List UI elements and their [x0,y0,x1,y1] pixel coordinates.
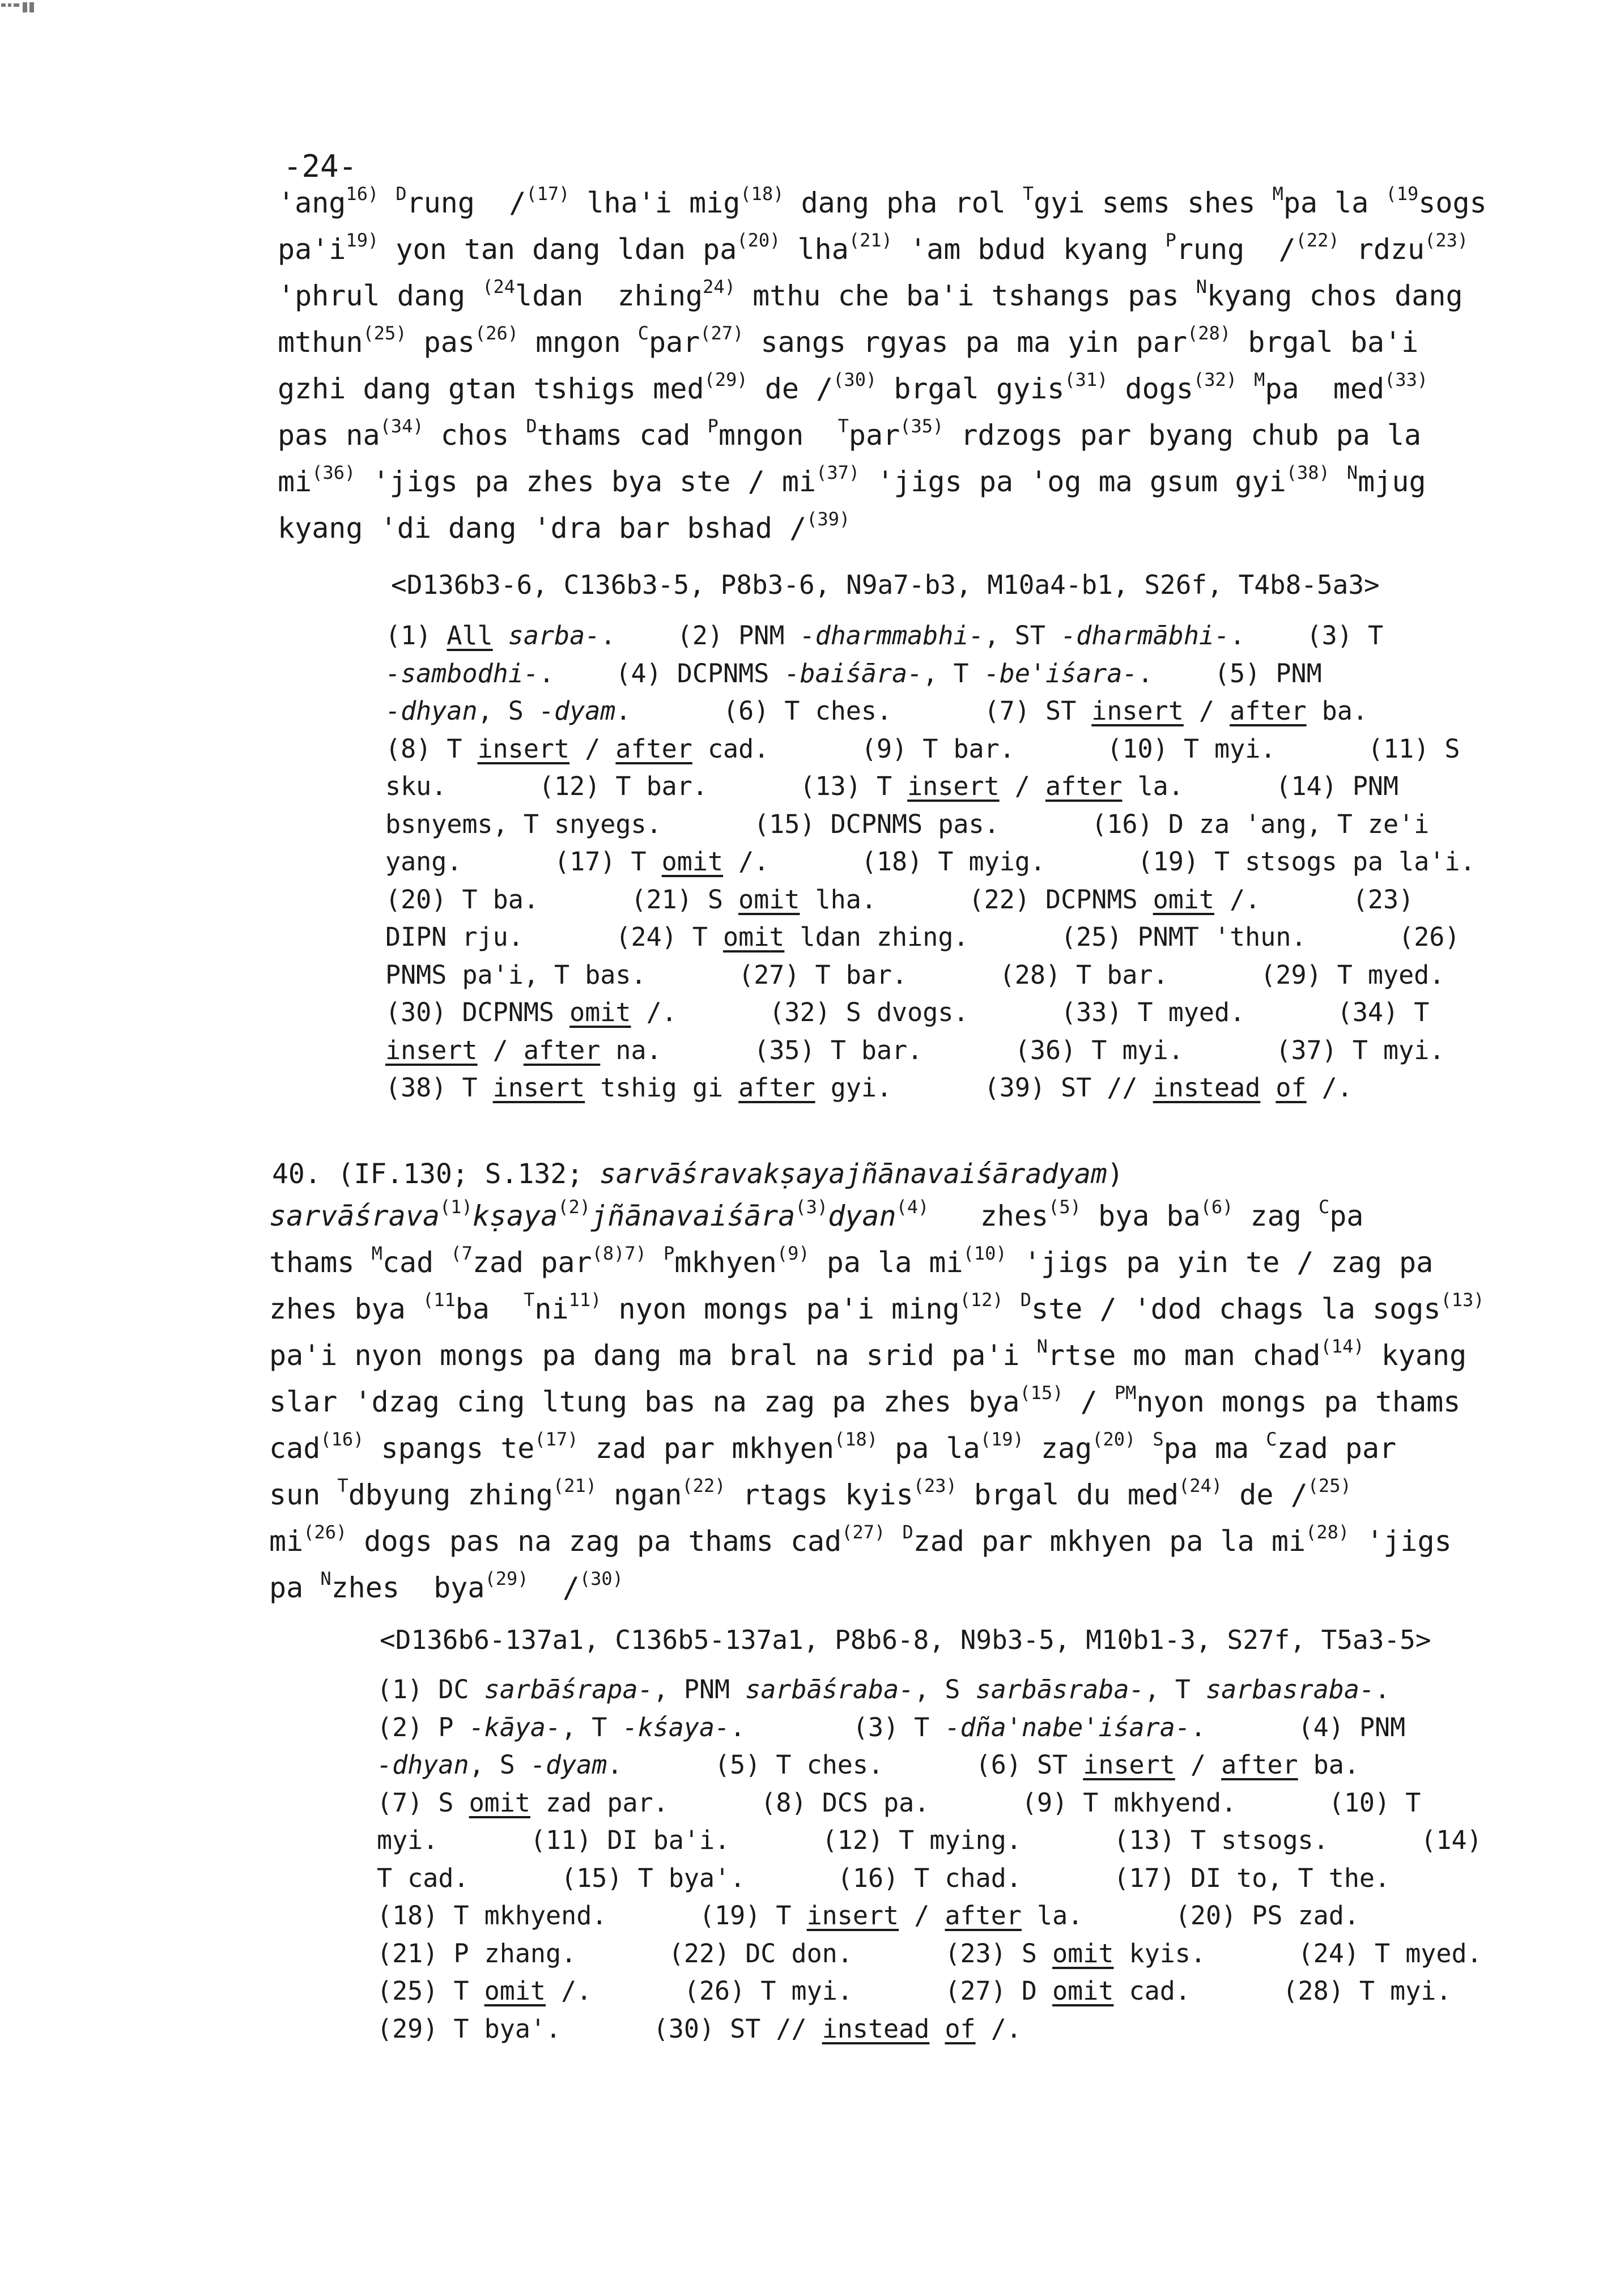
note-line: (21) P zhang. (22) DC don. (23) S omit kyis. (24) T myed. [377,1938,1482,1968]
note-line: T cad. (15) T bya'. (16) T chad. (17) DI to, T the. [377,1863,1391,1893]
note-line: (2) P -kāya-, T -kśaya-. (3) T -dña'nabe'iśara-. (4) PNM [377,1712,1406,1742]
body-line: pa $^N$zhes bya$^{(29)}$ /$^{(30)}$ [269,1568,623,1604]
note-line: DIPN rju. (24) T omit ldan zhing. (25) PNMT 'thun. (26) [385,922,1460,952]
body-line: $mi^{(36)}$ 'jigs pa zhes bya ste / $mi^{(37)}$ 'jigs pa 'og ma gsum gyi$^{(38)}$ $^N$mjug [278,462,1426,498]
body-line: 'phrul dang $^{(24}$ldan zhing$^{24)}$ mthu che ba'i tshangs pas $^N$kyang chos dang [278,276,1463,312]
note-line: (38) T insert tshig gi after gyi. (39) ST // instead of /. [385,1073,1353,1103]
note-line: (20) T ba. (21) S omit lha. (22) DCPNMS omit /. (23) [385,884,1414,915]
note-line: -dhyan, S -dyam. (6) T ches. (7) ST insert / after ba. [385,696,1368,726]
note-line: bsnyems, T snyegs. (15) DCPNMS pas. (16) D za 'ang, T ze'i [385,809,1430,839]
body-line: $mi^{(26)}$ dogs pas na zag pa thams cad$^{(27)}$ $^D$zad par mkhyen pa la $mi^{(28)}$ 'jigs [269,1521,1452,1558]
source-reference: <D136b3-6, C136b3-5, P8b3-6, N9a7-b3, M10a4-b1, S26f, T4b8-5a3> [391,569,1380,600]
note-line: (30) DCPNMS omit /. (32) S dvogs. (33) T myed. (34) T [385,997,1430,1027]
body-line: sun $^T$dbyung zhing$^{(21)}$ ngan$^{(22)}$ rtags kyis$^{(23)}$ brgal du med$^{(24)}$ de /$^{(25)}$ [269,1475,1351,1511]
note-line: (29) T bya'. (30) ST // instead of /. [377,2013,1022,2044]
body-line: gzhi dang gtan tshigs med$^{(29)}$ de /$^{(30)}$ brgal gyis$^{(31)}$ dogs$^{(32)}$ $^M$pa med$^{(33)}$ [278,369,1429,405]
note-line: (1) DC sarbāśrapa-, PNM sarbāśraba-, S sarbāsraba-, T sarbasraba-. [377,1674,1391,1704]
body-line: sarvāśrava$^{(1)}$kṣaya$^{(2)}$jñānavaiśāra$^{(3)}$dyan$^{(4)}$ zhes$^{(5)}$ bya $ba^{(6)}$ zag $^C$pa [269,1196,1364,1232]
section-heading: 40. (IF.130; S.132; sarvāśravakṣayajñānavaiśāradyam) [272,1158,1124,1190]
note-line: sku. (12) T bar. (13) T insert / after la. (14) PNM [385,771,1399,801]
note-line: (7) S omit zad par. (8) DCS pa. (9) T mkhyend. (10) T [377,1787,1421,1818]
scan-artifact-mark [0,0,51,15]
note-line: yang. (17) T omit /. (18) T myig. (19) T stsogs pa la'i. [385,847,1476,877]
body-line: thams $^M$cad $^{(7}$zad par$^{(8)7)}$ $^P$mkhyen$^{(9)}$ pa la $mi^{(10)}$ 'jigs pa yin te / zag pa [269,1243,1434,1279]
note-line: -dhyan, S -dyam. (5) T ches. (6) ST insert / after ba. [377,1750,1359,1780]
body-line: pas $na^{(34)}$ chos $^D$thams cad $^P$mngon $^T$par$^{(35)}$ rdzogs par byang chub pa la [278,415,1422,452]
body-line: zhes bya $^{(11}$ba $^Tni^{11)}$ nyon mongs pa'i ming$^{(12)}$ $^D$ste / 'dod chags la sogs$^{(13)}$ [269,1289,1485,1325]
body-line: pa'i nyon mongs pa dang ma bral na srid pa'i $^N$rtse mo man chad$^{(14)}$ kyang [269,1336,1467,1372]
note-line: (8) T insert / after cad. (9) T bar. (10) T myi. (11) S [385,733,1460,764]
note-line: -sambodhi-. (4) DCPNMS -baiśāra-, T -be'iśara-. (5) PNM [385,658,1322,688]
body-line: cad$^{(16)}$ spangs $te^{(17)}$ zad par mkhyen$^{(18)}$ pa $la^{(19)}$ zag$^{(20)}$ $^S$pa ma $^C$zad par [269,1428,1397,1465]
body-line: kyang 'di dang 'dra bar bshad /$^{(39)}$ [278,508,851,545]
note-line: insert / after na. (35) T bar. (36) T myi. (37) T myi. [385,1035,1445,1065]
source-reference: <D136b6-137a1, C136b5-137a1, P8b6-8, N9b3-5, M10b1-3, S27f, T5a3-5> [380,1625,1431,1655]
note-line: (1) All sarba-. (2) PNM -dharmmabhi-, ST -dharmābhi-. (3) T [385,620,1384,650]
body-line: mthun$^{(25)}$ pas$^{(26)}$ mngon $^C$par$^{(27)}$ sangs rgyas pa ma yin par$^{(28)}$ brgal ba'i [278,322,1419,359]
note-line: (18) T mkhyend. (19) T insert / after la. (20) PS zad. [377,1900,1359,1931]
note-line: PNMS pa'i, T bas. (27) T bar. (28) T bar. (29) T myed. [385,959,1445,990]
note-line: myi. (11) DI ba'i. (12) T mying. (13) T stsogs. (14) [377,1825,1482,1855]
body-line: 'ang$^{16)}$ $^D$rung /$^{(17)}$ lha'i mig$^{(18)}$ dang pha rol $^T$gyi sems shes $^M$pa la $^{(19}$sogs [278,183,1487,219]
body-line: $pa'i^{19)}$ yon tan dang ldan $pa^{(20)}$ lha$^{(21)}$ 'am bdud kyang $^P$rung /$^{(22)}$ rdzu$^{(23)}$ [278,229,1469,266]
note-line: (25) T omit /. (26) T myi. (27) D omit cad. (28) T myi. [377,1976,1452,2006]
body-line: slar 'dzag cing ltung bas na zag pa zhes bya$^{(15)}$ / $^{PM}$nyon mongs pa thams [269,1382,1461,1418]
page-number: -24- [283,148,358,184]
